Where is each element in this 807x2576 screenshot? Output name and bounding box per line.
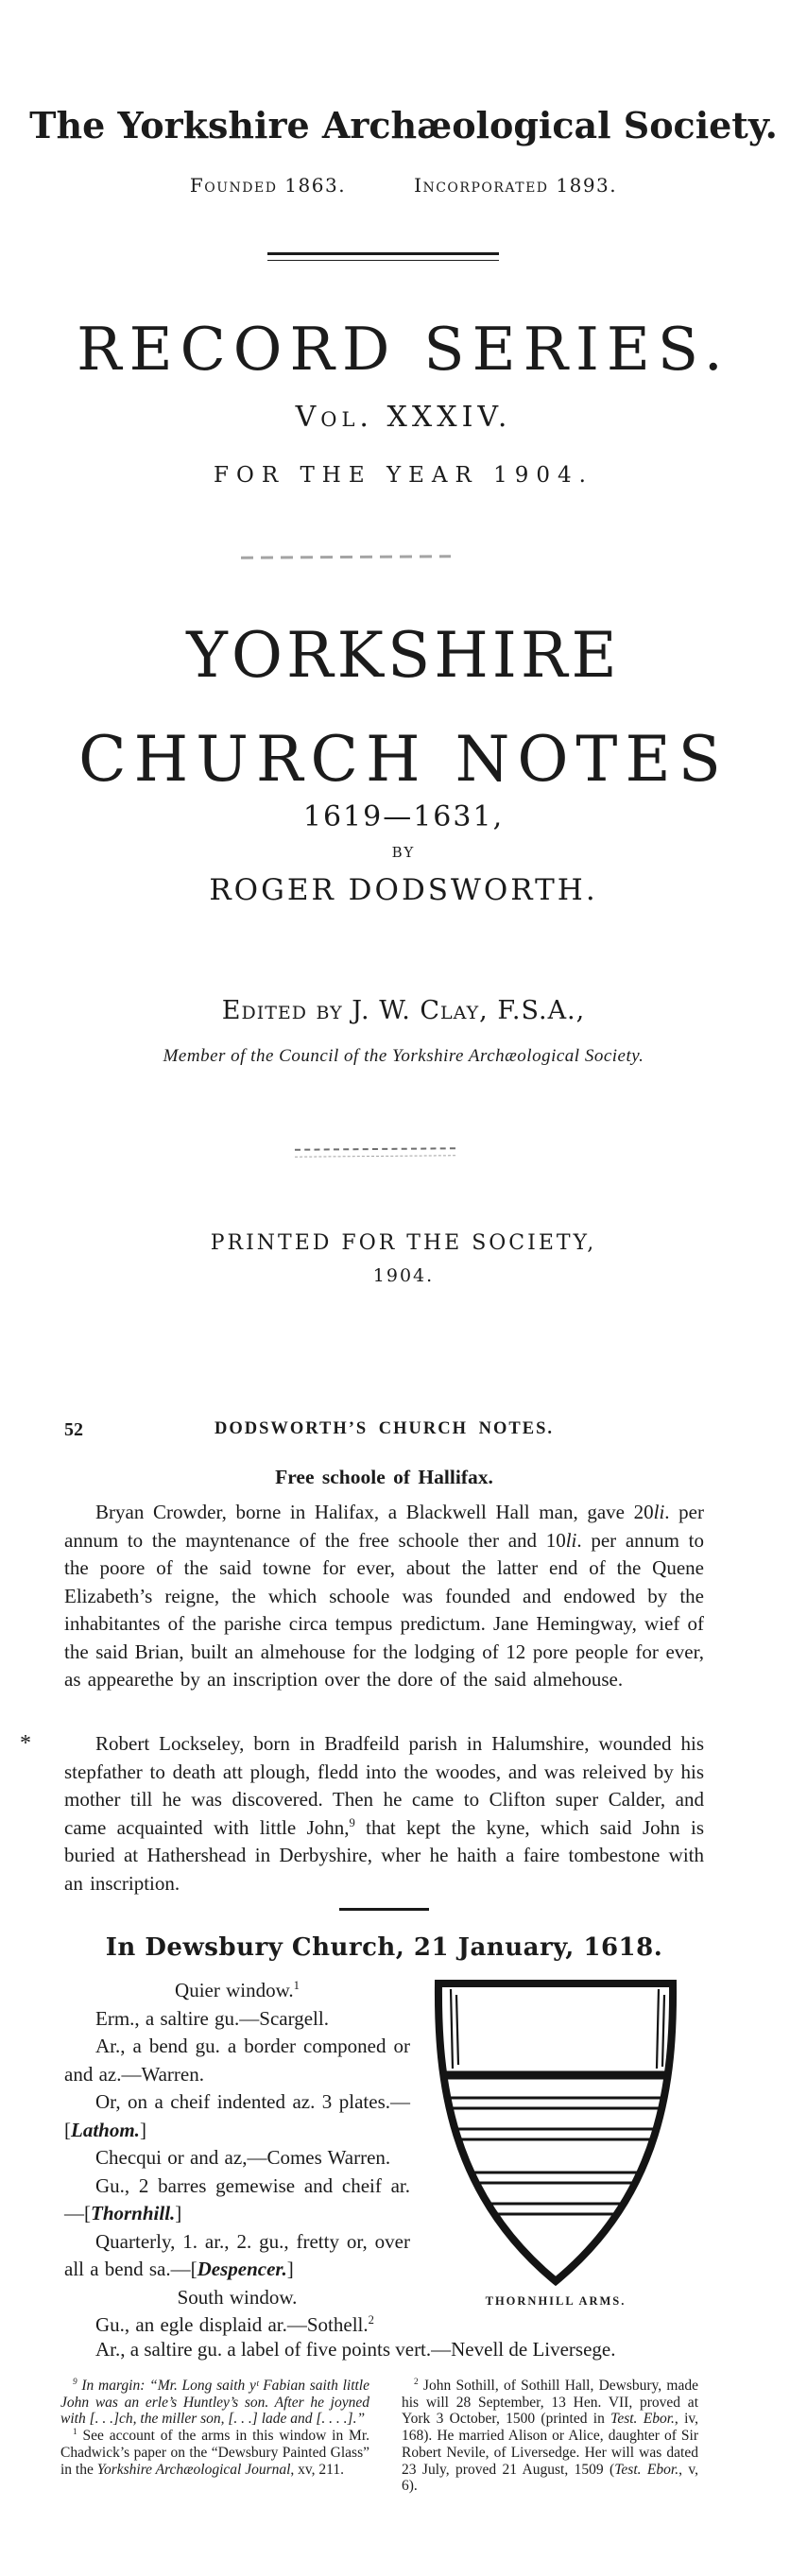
dashed-rule-ornament <box>295 1147 455 1157</box>
main-title-line2: CHURCH NOTES <box>78 723 729 796</box>
heraldry-entry: Gu., 2 barres gemewise and cheif ar.—[Thornhill.] <box>64 2173 410 2224</box>
volume-label: Vol. XXXIV. <box>295 401 512 434</box>
heraldry-entry: South window. <box>177 2285 298 2309</box>
heraldry-entry: Quier window.$^1$ <box>175 1979 300 2001</box>
section-heading-hallifax: Free schoole of Hallifax. <box>275 1466 493 1488</box>
section-heading-dewsbury: In Dewsbury Church, 21 January, 1618. <box>105 1933 663 1962</box>
heraldry-entry: Quarterly, 1. ar., 2. gu., fretty or, over all a bend sa.—[Despencer.] <box>64 2229 410 2280</box>
section-divider-rule <box>339 1908 429 1911</box>
footnote-9: $^9$ In margin: “Mr. Long saith yᵗ Fabian saith little John was an erle’s Huntley’s son. After he joyned with [. . .]ch, the miller son, [. . .] lade and [. . . .].” <box>60 2377 369 2428</box>
footnote-column-left <box>60 2378 369 2478</box>
shield-caption: THORNHILL ARMS. <box>485 2294 627 2308</box>
paragraph-lockseley: Robert Lockseley, born in Bradfeild parish in Halumshire, wounded his stepfather to death att plough, fledd into the woodes, and was releived by his mother till he was discovered. Then he came to Clifton super Calder, and came acquainted with little John,$^9$ that kept the kyne, which said John is buried at Hathershead in Derbyshire, wher he haith a faire tombestone with an inscription. <box>64 1732 704 1895</box>
editor-role: Member of the Council of the Yorkshire Archæological Society. <box>163 1046 644 1066</box>
incorporated-label: Incorporated 1893. <box>414 174 618 197</box>
by-label: BY <box>391 844 416 861</box>
date-range: 1619—1631, <box>302 800 505 833</box>
heraldry-entry: Gu., an egle displaid ar.—Sothell.$^2$ <box>95 2313 374 2336</box>
heraldry-entry: Erm., a saltire gu.—Scargell. <box>95 2006 329 2030</box>
year-label: FOR THE YEAR 1904. <box>214 463 593 488</box>
double-rule-ornament <box>267 252 499 261</box>
footnote-1: $^1$ See account of the arms in this window in Mr. Chadwick’s paper on the “Dewsbury Painted Glass” in the Yorkshire Archæological Journal, xv, 211. <box>60 2427 369 2478</box>
heraldry-entries-column <box>64 1977 410 2340</box>
thornhill-arms-shield-illustration <box>427 1974 684 2290</box>
paragraph-hallifax: Bryan Crowder, borne in Halifax, a Blackwell Hall man, gave 20li. per annum to the mayntenance of the free schoole ther and 10li. per annum to the poore of the said towne for ever, about the latter end of the Quene Elizabeth’s reigne, the which schoole was founded and endowed by the inhabitantes of the parishe circa tempus predictum. Jane Hemingway, wief of the said Brian, built an almehouse for the lodging of 12 pore people for ever, as appearethe by an inscription over the dore of the said almehouse. <box>64 1501 704 1691</box>
footnote-2: $^2$ John Sothill, of Sothill Hall, Dewsbury, made his will 28 September, 13 Hen. VII, proved at York 3 October, 1500 (printed in Test. Ebor., iv, 168). He married Alison or Alice, daughter of Sir Robert Nevile, of Liversedge. Her will was dated 23 July, proved 21 August, 1509 (Test. Ebor., v, 6). <box>402 2377 699 2495</box>
series-title: RECORD SERIES. <box>77 315 730 384</box>
footnote-column-right <box>402 2378 698 2495</box>
heraldry-entry: Or, on a cheif indented az. 3 plates.—[Lathom.] <box>64 2090 410 2141</box>
imprint-line: PRINTED FOR THE SOCIETY, <box>210 1231 597 1255</box>
running-header: DODSWORTH’S CHURCH NOTES. <box>215 1419 554 1438</box>
heraldry-entry: Checqui or and az,—Comes Warren. <box>95 2146 391 2169</box>
page-number: 52 <box>64 1419 83 1440</box>
editor-line: Edited by J. W. Clay, F.S.A., <box>221 996 586 1025</box>
heraldry-entry-closing: Ar., a saltire gu. a label of five points vert.—Nevell de Liversege. <box>95 2338 616 2361</box>
main-title-line1: YORKSHIRE <box>186 619 621 692</box>
founded-label: Founded 1863. <box>189 174 347 197</box>
heraldry-entry: Ar., a bend gu. a border componed or and az.—Warren. <box>64 2035 410 2086</box>
shield-hatching <box>451 1989 664 2069</box>
faint-rule-ornament <box>241 555 451 559</box>
founded-incorporated-row <box>0 174 807 197</box>
margin-asterisk: * <box>20 1731 31 1756</box>
imprint-year: 1904. <box>372 1265 435 1286</box>
author-name: ROGER DODSWORTH. <box>209 873 598 907</box>
shield-outline <box>438 1984 673 2281</box>
shield-bars <box>427 2075 684 2214</box>
society-title: The Yorkshire Archæological Society. <box>29 104 778 146</box>
